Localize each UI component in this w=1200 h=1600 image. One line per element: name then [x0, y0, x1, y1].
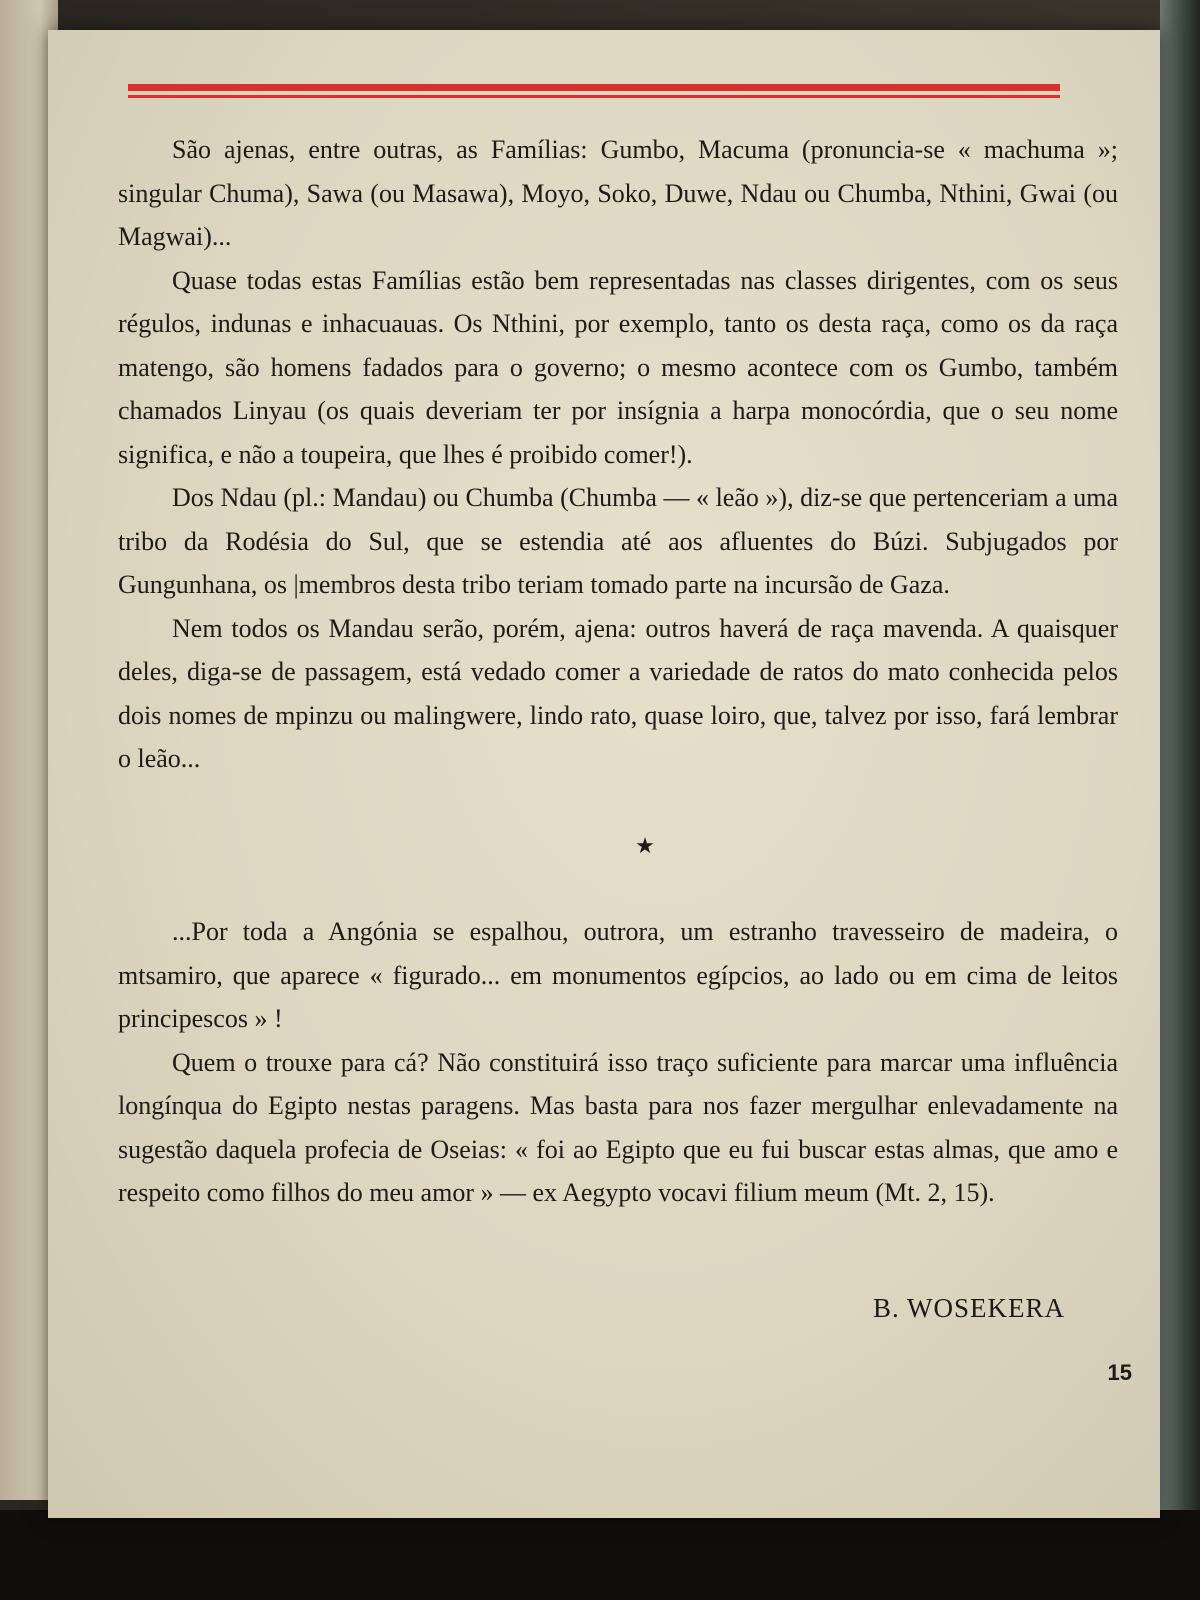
paragraph-5: ...Por toda a Angónia se espalhou, outrora, um estranho travesseiro de madeira, o mtsamiro, que aparece « figurado... em monumentos egípcios, ao lado ou em cima de leitos principescos » !: [118, 917, 1118, 1033]
book-page: [48, 30, 1160, 1518]
spacer: [118, 867, 1118, 910]
spacer: [118, 781, 1118, 824]
body-text: [118, 128, 1118, 1215]
paragraph-4: Nem todos os Mandau serão, porém, ajena: outros haverá de raça mavenda. A quaisquer deles, diga-se de passagem, está vedado comer a variedade de ratos do mato conhecida pelos dois nomes de mpinzu ou malingwere, lindo rato, quase loiro, que, talvez por isso, fará lembrar o leão...: [118, 613, 1118, 773]
paragraph-3: Dos Ndau (pl.: Mandau) ou Chumba (Chumba — « leão »), diz-se que pertenceriam a uma tribo da Rodésia do Sul, que se estendia até aos afluentes do Búzi. Subjugados por Gungunhana, os |membros desta tribo teriam tomado parte na incursão de Gaza.: [118, 483, 1118, 599]
paragraph-2: Quase todas estas Famílias estão bem representadas nas classes dirigentes, com os seus régulos, indunas e inhacuauas. Os Nthini, por exemplo, tanto os desta raça, como os da raça matengo, são homens fadados para o governo; o mesmo acontece com os Gumbo, também chamados Linyau (os quais deveriam ter por insígnia a harpa monocórdia, que o seu nome significa, e não a toupeira, que lhes é proibido comer!).: [118, 265, 1118, 469]
paragraph-6: Quem o trouxe para cá? Não constituirá isso traço suficiente para marcar uma influência longínqua do Egipto nestas paragens. Mas basta para nos fazer mergulhar enlevadamente na sugestão daquela profecia de Oseias: « foi ao Egipto que eu fui buscar estas almas, que amo e respeito como filhos do meu amor » — ex Aegypto vocavi filium meum (Mt. 2, 15).: [118, 1047, 1118, 1207]
rule-line-thin: [128, 95, 1060, 98]
section-star-separator: ★: [635, 832, 655, 858]
paragraph-1: São ajenas, entre outras, as Famílias: Gumbo, Macuma (pronuncia-se « machuma »; singular Chuma), Sawa (ou Masawa), Moyo, Soko, Duwe, Ndau ou Chumba, Nthini, Gwai (ou Magwai)...: [118, 135, 1118, 251]
book-cover-edge: [1160, 0, 1200, 1600]
decorative-red-rule: [128, 82, 1060, 102]
page-number: 15: [1107, 1360, 1132, 1385]
rule-line-thick: [128, 84, 1060, 91]
table-shadow: [0, 1510, 1200, 1600]
author-signature: B. WOSEKERA: [872, 1293, 1065, 1323]
